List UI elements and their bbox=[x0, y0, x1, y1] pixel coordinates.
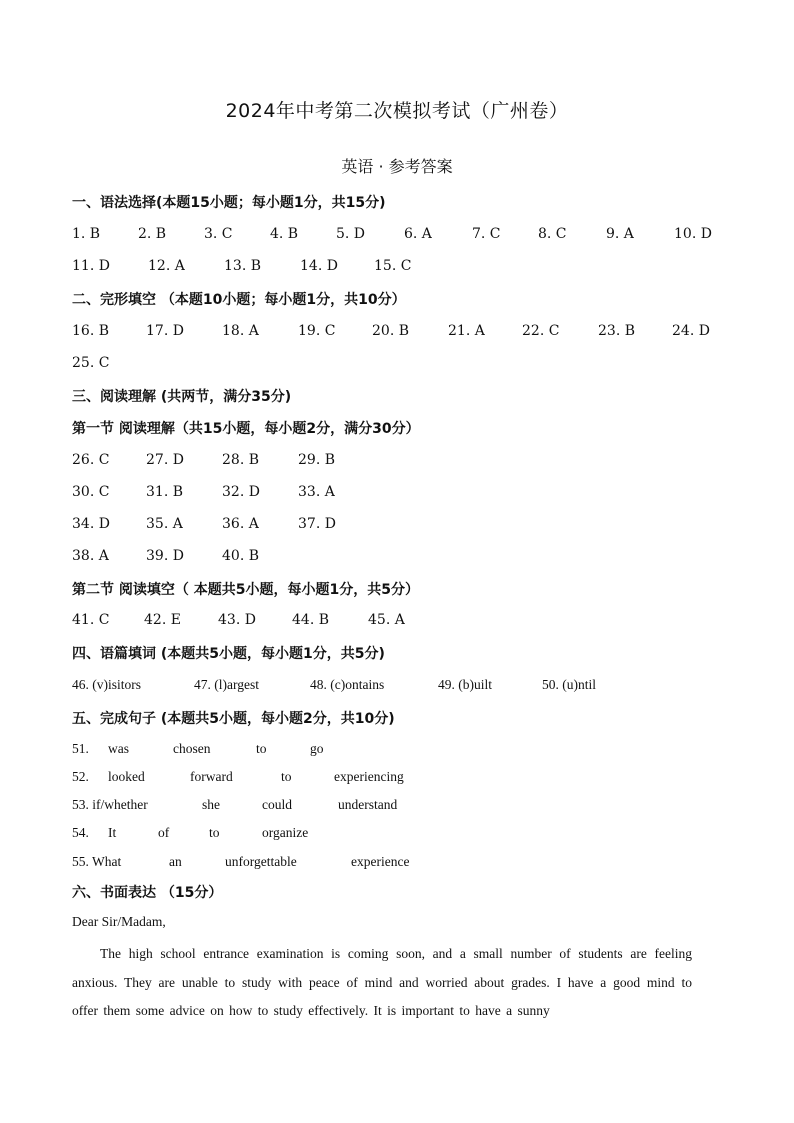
subsection-heading-reading-1: 第一节 阅读理解（共15小题，每小题2分，满分30分） bbox=[72, 421, 420, 437]
answer-row bbox=[72, 854, 712, 874]
answer-item: 15. C bbox=[374, 258, 412, 274]
answer-item: 1. B bbox=[72, 226, 101, 242]
answer-item: 13. B bbox=[224, 258, 262, 274]
answer-item: 47. (l)argest bbox=[194, 677, 259, 692]
answer-row bbox=[72, 769, 712, 789]
answer-row bbox=[72, 797, 712, 817]
answer-item: 52. bbox=[72, 769, 89, 784]
answer-item: 36. A bbox=[222, 516, 259, 532]
answer-item: 7. C bbox=[472, 226, 501, 242]
section-heading-sentences: 五、完成句子 (本题共5小题，每小题2分，共10分) bbox=[72, 711, 395, 727]
answer-item: 33. A bbox=[298, 484, 335, 500]
answer-row bbox=[72, 548, 722, 568]
page-subtitle: 英语 · 参考答案 bbox=[341, 157, 453, 176]
answer-item: 23. B bbox=[598, 323, 636, 339]
answer-item: organize bbox=[262, 825, 309, 840]
section-heading-cloze: 二、完形填空 （本题10小题；每小题1分，共10分） bbox=[72, 292, 406, 308]
answer-item: forward bbox=[190, 769, 233, 784]
answer-item: 55. What bbox=[72, 854, 122, 869]
answer-item: 17. D bbox=[146, 323, 184, 339]
answer-row bbox=[72, 258, 722, 278]
answer-item: 40. B bbox=[222, 548, 260, 564]
answer-item: 50. (u)ntil bbox=[542, 677, 596, 692]
answer-item: 11. D bbox=[72, 258, 110, 274]
answer-item: 10. D bbox=[674, 226, 712, 242]
answer-row bbox=[72, 355, 722, 375]
answer-item: 28. B bbox=[222, 452, 260, 468]
answer-item: to bbox=[209, 825, 220, 840]
answer-item: 32. D bbox=[222, 484, 260, 500]
answer-item: 3. C bbox=[204, 226, 233, 242]
answer-item: 16. B bbox=[72, 323, 110, 339]
answer-item: 6. A bbox=[404, 226, 432, 242]
answer-item: 46. (v)isitors bbox=[72, 677, 141, 692]
answer-item: 54. bbox=[72, 825, 89, 840]
answer-item: 19. C bbox=[298, 323, 336, 339]
answer-item: 29. B bbox=[298, 452, 336, 468]
answer-item: 24. D bbox=[672, 323, 710, 339]
answer-item: unforgettable bbox=[225, 854, 297, 869]
answer-item: to bbox=[256, 741, 267, 756]
letter-greeting: Dear Sir/Madam, bbox=[72, 914, 166, 929]
answer-item: chosen bbox=[173, 741, 211, 756]
answer-item: experience bbox=[351, 854, 410, 869]
answer-item: 22. C bbox=[522, 323, 560, 339]
answer-item: looked bbox=[108, 769, 145, 784]
answer-item: 39. D bbox=[146, 548, 184, 564]
answer-item: 35. A bbox=[146, 516, 183, 532]
answer-item: It bbox=[108, 825, 117, 840]
answer-item: could bbox=[262, 797, 292, 812]
answer-item: 25. C bbox=[72, 355, 110, 371]
section-heading-writing: 六、书面表达 （15分） bbox=[72, 885, 223, 901]
answer-item: 53. if/whether bbox=[72, 797, 148, 812]
answer-item: 51. bbox=[72, 741, 89, 756]
letter-paragraph: The high school entrance examination is coming soon, and a small number of students are feeling anxious. They are unable to study with peace of mind and worried about grades. I have a good mind to offer them some advice on how to study effectively. It is important to have a sunny bbox=[72, 946, 692, 1018]
answer-item: 14. D bbox=[300, 258, 338, 274]
answer-item: 5. D bbox=[336, 226, 366, 242]
answer-item: understand bbox=[338, 797, 398, 812]
answer-item: 43. D bbox=[218, 612, 256, 628]
answer-item: 8. C bbox=[538, 226, 567, 242]
answer-row bbox=[72, 677, 712, 697]
answer-row bbox=[72, 452, 722, 472]
answer-item: of bbox=[158, 825, 170, 840]
answer-row bbox=[72, 323, 722, 343]
answer-item: 44. B bbox=[292, 612, 330, 628]
answer-item: 41. C bbox=[72, 612, 110, 628]
answer-item: 20. B bbox=[372, 323, 410, 339]
answer-row bbox=[72, 825, 712, 845]
section-heading-word-fill: 四、语篇填词 (本题共5小题，每小题1分，共5分) bbox=[72, 646, 385, 662]
answer-item: 38. A bbox=[72, 548, 109, 564]
answer-row bbox=[72, 226, 722, 246]
answer-item: she bbox=[202, 797, 220, 812]
answer-item: 49. (b)uilt bbox=[438, 677, 492, 692]
answer-item: 26. C bbox=[72, 452, 110, 468]
answer-item: 21. A bbox=[448, 323, 485, 339]
answer-item: 31. B bbox=[146, 484, 184, 500]
answer-item: 42. E bbox=[144, 612, 181, 628]
page-title: 2024年中考第二次模拟考试（广州卷） bbox=[225, 100, 569, 122]
answer-item: 9. A bbox=[606, 226, 634, 242]
answer-item: 30. C bbox=[72, 484, 110, 500]
answer-item: go bbox=[310, 741, 324, 756]
answer-item: 45. A bbox=[368, 612, 405, 628]
answer-item: 34. D bbox=[72, 516, 110, 532]
subsection-heading-reading-2: 第二节 阅读填空（ 本题共5小题，每小题1分，共5分） bbox=[72, 582, 419, 598]
answer-item: 12. A bbox=[148, 258, 185, 274]
answer-item: experiencing bbox=[334, 769, 404, 784]
answer-item: 27. D bbox=[146, 452, 184, 468]
answer-item: to bbox=[281, 769, 292, 784]
answer-row bbox=[72, 516, 722, 536]
answer-item: 18. A bbox=[222, 323, 259, 339]
answer-item: was bbox=[108, 741, 129, 756]
answer-item: 2. B bbox=[138, 226, 167, 242]
answer-row bbox=[72, 612, 722, 632]
answer-row bbox=[72, 741, 712, 761]
answer-item: an bbox=[169, 854, 182, 869]
answer-row bbox=[72, 484, 722, 504]
section-heading-grammar: 一、语法选择(本题15小题；每小题1分，共15分) bbox=[72, 195, 386, 211]
section-heading-reading: 三、阅读理解 (共两节，满分35分) bbox=[72, 389, 292, 405]
answer-item: 48. (c)ontains bbox=[310, 677, 385, 692]
answer-item: 37. D bbox=[298, 516, 336, 532]
answer-item: 4. B bbox=[270, 226, 299, 242]
